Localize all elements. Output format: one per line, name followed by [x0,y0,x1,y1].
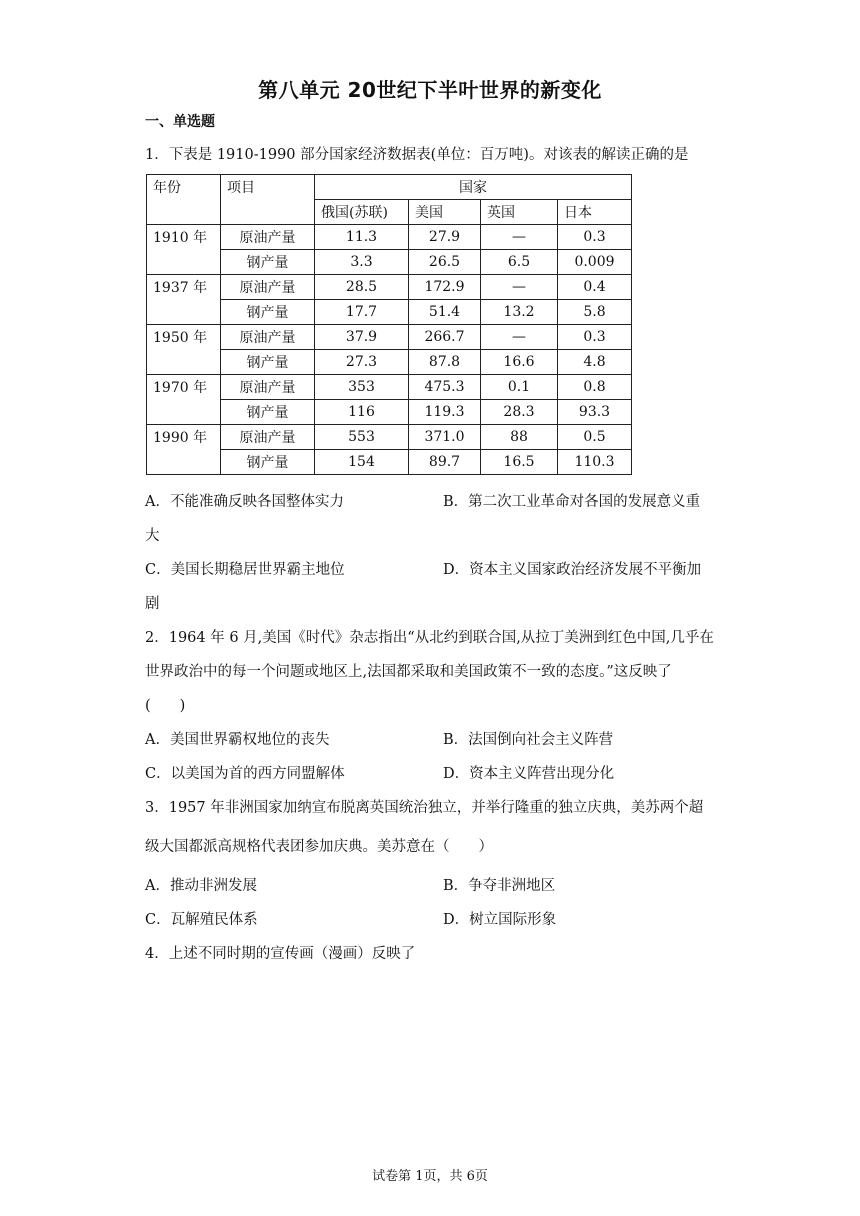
steel-value-cell: 0.009 [558,250,632,275]
year-cell: 1910 年 [147,225,221,275]
question-1-stem: 1．下表是 1910-1990 部分国家经济数据表(单位：百万吨)。对该表的解读正确的是 [145,147,689,163]
q1-option-d-wrap: 剧 [145,596,160,612]
oil-value-cell: 0.5 [558,425,632,450]
page-footer: 试卷第 1页，共 6页 [372,1169,488,1184]
q3-option-a: A．推动非洲发展 [145,878,257,894]
oil-value-cell: 28.5 [315,275,409,300]
q3-option-b: B．争夺非洲地区 [443,878,556,894]
oil-value-cell: 0.3 [558,225,632,250]
question-3-stem-line1: 3．1957 年非洲国家加纳宣布脱离英国统治独立，并举行隆重的独立庆典，美苏两个超 [145,800,704,816]
steel-value-cell: 4.8 [558,350,632,375]
question-4-stem: 4．上述不同时期的宣传画（漫画）反映了 [145,946,416,962]
steel-value-cell: 3.3 [315,250,409,275]
steel-value-cell: 93.3 [558,400,632,425]
item-label-steel: 钢产量 [221,400,315,425]
header-uk: 英国 [481,200,558,225]
header-usa: 美国 [409,200,481,225]
year-cell: 1937 年 [147,275,221,325]
header-country: 国家 [315,175,632,200]
steel-value-cell: 28.3 [481,400,558,425]
oil-value-cell: — [481,225,558,250]
header-year: 年份 [147,175,221,225]
item-label-oil: 原油产量 [221,275,315,300]
steel-value-cell: 51.4 [409,300,481,325]
steel-value-cell: 87.8 [409,350,481,375]
oil-value-cell: 0.8 [558,375,632,400]
header-japan: 日本 [558,200,632,225]
oil-value-cell: 0.4 [558,275,632,300]
item-label-oil: 原油产量 [221,375,315,400]
item-label-steel: 钢产量 [221,300,315,325]
q1-option-a: A．不能准确反映各国整体实力 [145,494,344,510]
steel-value-cell: 13.2 [481,300,558,325]
steel-value-cell: 16.6 [481,350,558,375]
steel-value-cell: 116 [315,400,409,425]
steel-value-cell: 5.8 [558,300,632,325]
item-label-steel: 钢产量 [221,450,315,475]
q3-option-c: C．瓦解殖民体系 [145,912,258,928]
table-row [147,325,632,350]
q1-option-d: D．资本主义国家政治经济发展不平衡加 [443,562,702,578]
oil-value-cell: 371.0 [409,425,481,450]
oil-value-cell: 266.7 [409,325,481,350]
item-label-oil: 原油产量 [221,225,315,250]
q2-option-d: D．资本主义阵营出现分化 [443,766,615,782]
oil-value-cell: 11.3 [315,225,409,250]
question-3-stem-line2: 级大国都派高规格代表团参加庆典。美苏意在（ ） [145,839,493,855]
oil-value-cell: — [481,275,558,300]
header-item: 项目 [221,175,315,225]
steel-value-cell: 27.3 [315,350,409,375]
oil-value-cell: 553 [315,425,409,450]
oil-value-cell: 0.3 [558,325,632,350]
item-label-steel: 钢产量 [221,350,315,375]
oil-value-cell: 37.9 [315,325,409,350]
steel-value-cell: 154 [315,450,409,475]
oil-value-cell: 475.3 [409,375,481,400]
table-row [147,275,632,300]
page-title: 第八单元 20世纪下半叶世界的新变化 [258,78,602,102]
year-cell: 1990 年 [147,425,221,475]
oil-value-cell: 172.9 [409,275,481,300]
year-cell: 1950 年 [147,325,221,375]
q2-option-a: A．美国世界霸权地位的丧失 [145,732,330,748]
q3-option-d: D．树立国际形象 [443,912,557,928]
q1-option-c: C．美国长期稳居世界霸主地位 [145,562,345,578]
steel-value-cell: 16.5 [481,450,558,475]
oil-value-cell: — [481,325,558,350]
q1-option-b-wrap: 大 [145,528,160,544]
item-label-oil: 原油产量 [221,425,315,450]
item-label-steel: 钢产量 [221,250,315,275]
oil-value-cell: 27.9 [409,225,481,250]
oil-value-cell: 353 [315,375,409,400]
q2-option-b: B．法国倒向社会主义阵营 [443,732,614,748]
section-heading: 一、单选题 [145,114,215,130]
table-row [147,375,632,400]
steel-value-cell: 26.5 [409,250,481,275]
q1-option-b: B．第二次工业革命对各国的发展意义重 [443,494,701,510]
steel-value-cell: 110.3 [558,450,632,475]
question-2-stem-line1: 2．1964 年 6 月,美国《时代》杂志指出“从北约到联合国,从拉丁美洲到红色中国,几乎在 [145,630,714,646]
table-row [147,425,632,450]
steel-value-cell: 17.7 [315,300,409,325]
question-2-stem-line2: 世界政治中的每一个问题或地区上,法国都采取和美国政策不一致的态度。”这反映了 [145,664,672,680]
steel-value-cell: 6.5 [481,250,558,275]
oil-value-cell: 0.1 [481,375,558,400]
item-label-oil: 原油产量 [221,325,315,350]
year-cell: 1970 年 [147,375,221,425]
question-2-stem-line3: ( ) [145,698,186,714]
oil-value-cell: 88 [481,425,558,450]
q2-option-c: C．以美国为首的西方同盟解体 [145,766,345,782]
header-russia: 俄国(苏联) [315,200,409,225]
table-row [147,225,632,250]
steel-value-cell: 89.7 [409,450,481,475]
economic-data-table [146,174,632,475]
steel-value-cell: 119.3 [409,400,481,425]
